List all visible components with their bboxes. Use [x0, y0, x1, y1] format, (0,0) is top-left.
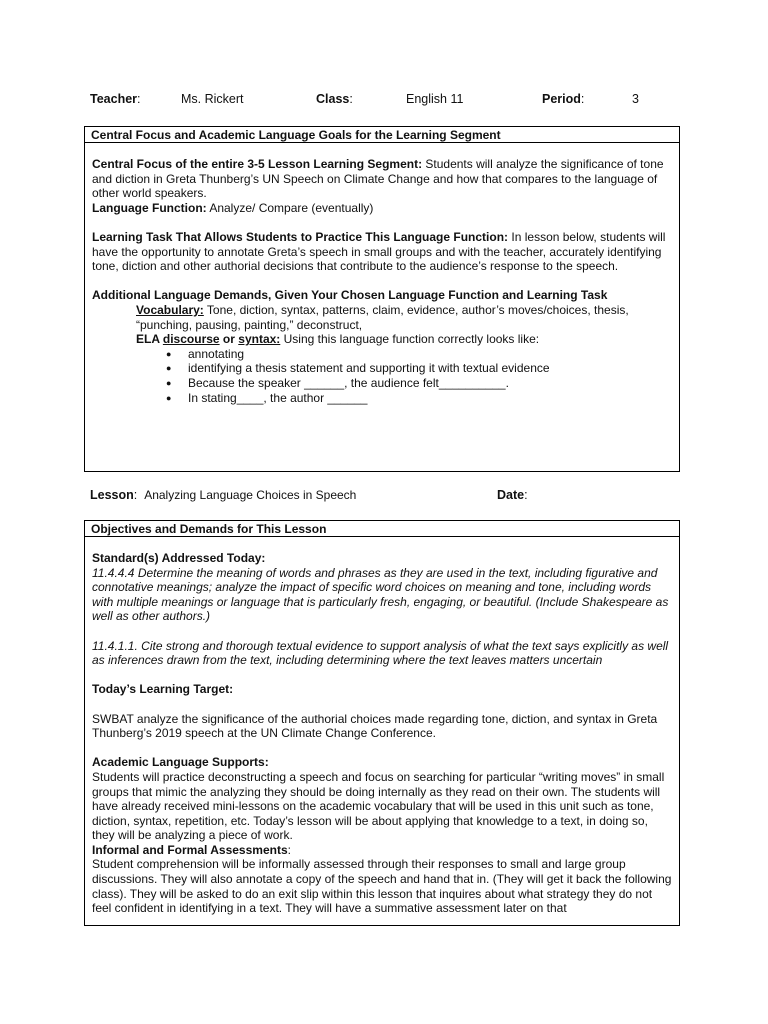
period-field: Period:	[542, 92, 585, 106]
standard-1	[92, 566, 672, 624]
teacher-value: Ms. Rickert	[181, 92, 244, 106]
central-focus-paragraph	[92, 157, 672, 201]
language-demands-heading: Additional Language Demands, Given Your Chosen Language Function and Learning Task	[92, 288, 608, 303]
objectives-box	[84, 520, 680, 926]
ela-label: ELA	[136, 332, 163, 347]
list-item: ● Because the speaker ______, the audience felt__________.	[188, 376, 672, 391]
vocabulary-text: Tone, diction, syntax, patterns, claim, evidence, author’s moves/choices, thesis, “punching, pausing, painting,” deconstruct,	[136, 302, 629, 332]
learning-target-text: SWBAT analyze the significance of the authorial choices made regarding tone, diction, and syntax in Greta Thunberg’s 2019 speech at the UN Climate Change Conference.	[92, 711, 658, 741]
ela-discourse-line	[92, 332, 672, 347]
assessments-label: Informal and Formal Assessments	[92, 842, 288, 857]
language-function-text: Analyze/ Compare (eventually)	[206, 200, 374, 215]
date-field: Date:	[497, 488, 528, 502]
period-value: 3	[632, 92, 639, 106]
supports-text: Students will practice deconstructing a speech and focus on searching for particular “writing moves” in small groups that mimic the analyzing they should be doing internally as they read on their own. The students will have already received mini-lessons on the academic vocabulary that will be used in this unit such as tone, diction, syntax, repetition, etc. Today’s lesson will be about applying that knowledge to a text, in doing so, they will be analyzing a piece of work.	[92, 769, 665, 843]
language-function	[92, 201, 672, 216]
central-focus-label: Central Focus of the entire 3-5 Lesson Learning Segment:	[92, 157, 423, 171]
list-item: ● annotating	[188, 347, 672, 362]
class-label: Class	[316, 92, 350, 106]
central-focus-box	[84, 126, 680, 472]
vocabulary-label: Vocabulary:	[136, 302, 204, 317]
supports-heading: Academic Language Supports:	[92, 755, 269, 770]
date-label: Date	[497, 488, 525, 502]
class-field: Class:	[316, 92, 353, 106]
assessments-heading	[92, 843, 672, 858]
lesson-row	[0, 488, 768, 504]
list-item: ● In stating____, the author ______	[188, 391, 672, 406]
lesson-field: Lesson: Analyzing Language Choices in Speech	[90, 488, 357, 502]
discourse-label: discourse	[162, 332, 220, 347]
standard-2-text: 11.4.1.1. Cite strong and thorough textual evidence to support analysis of what the text says explicitly as well as inferences drawn from the text, including determining where the text leaves matters uncertain	[92, 638, 669, 668]
assessments-colon: :	[287, 842, 291, 857]
or-label: or	[219, 332, 239, 347]
learning-task-text: In lesson below, students will have the opportunity to annotate Greta’s speech in small groups and with the teacher, accurately identifying tone, diction and other authorial decisions that contribute to the audience’s response to the speech.	[92, 229, 666, 274]
standard-2	[92, 639, 672, 668]
central-focus-body	[85, 143, 679, 405]
standard-1-text: 11.4.4.4 Determine the meaning of words and phrases as they are used in the text, including figurative and connotative meanings; analyze the impact of specific word choices on meaning and tone, including words with multiple meanings or language that is particularly fresh, engaging, or beautiful. (Include Shakespeare as well as other authors.)	[92, 565, 669, 624]
objectives-title: Objectives and Demands for This Lesson	[85, 521, 679, 537]
central-focus-title: Central Focus and Academic Language Goals for the Learning Segment	[85, 127, 679, 143]
language-examples-list	[92, 347, 672, 405]
period-label: Period	[542, 92, 581, 106]
standards-heading: Standard(s) Addressed Today:	[92, 551, 266, 565]
class-value: English 11	[406, 92, 464, 106]
ela-text: Using this language function correctly looks like:	[280, 332, 540, 347]
learning-target-heading: Today’s Learning Target:	[92, 682, 234, 697]
teacher-label: Teacher	[90, 92, 138, 106]
objectives-body	[85, 537, 679, 916]
central-focus-text: Students will analyze the significance of tone and diction in Greta Thunberg’s UN Speech on Climate Change and how that compares to the language of other world speakers.	[92, 157, 664, 201]
assessments-text: Student comprehension will be informally assessed through their responses to small and large group discussions. They will also annotate a copy of the speech and hand that in. (They will get it back the following class). They will be asked to do an exit slip within this lesson that inquires about what strategy they do not feel confident in identifying in a text. They will have a summative assessment later on that	[92, 857, 672, 916]
language-function-label: Language Function:	[92, 200, 207, 215]
teacher-field: Teacher:	[90, 92, 141, 106]
lesson-value: Analyzing Language Choices in Speech	[144, 488, 357, 502]
header-row	[0, 92, 768, 108]
learning-task	[92, 230, 672, 274]
syntax-label: syntax:	[238, 332, 281, 347]
learning-task-label: Learning Task That Allows Students to Practice This Language Function:	[92, 229, 509, 244]
lesson-label: Lesson	[90, 488, 134, 502]
list-item: ● identifying a thesis statement and supporting it with textual evidence	[188, 361, 672, 376]
vocabulary-line	[92, 303, 672, 332]
